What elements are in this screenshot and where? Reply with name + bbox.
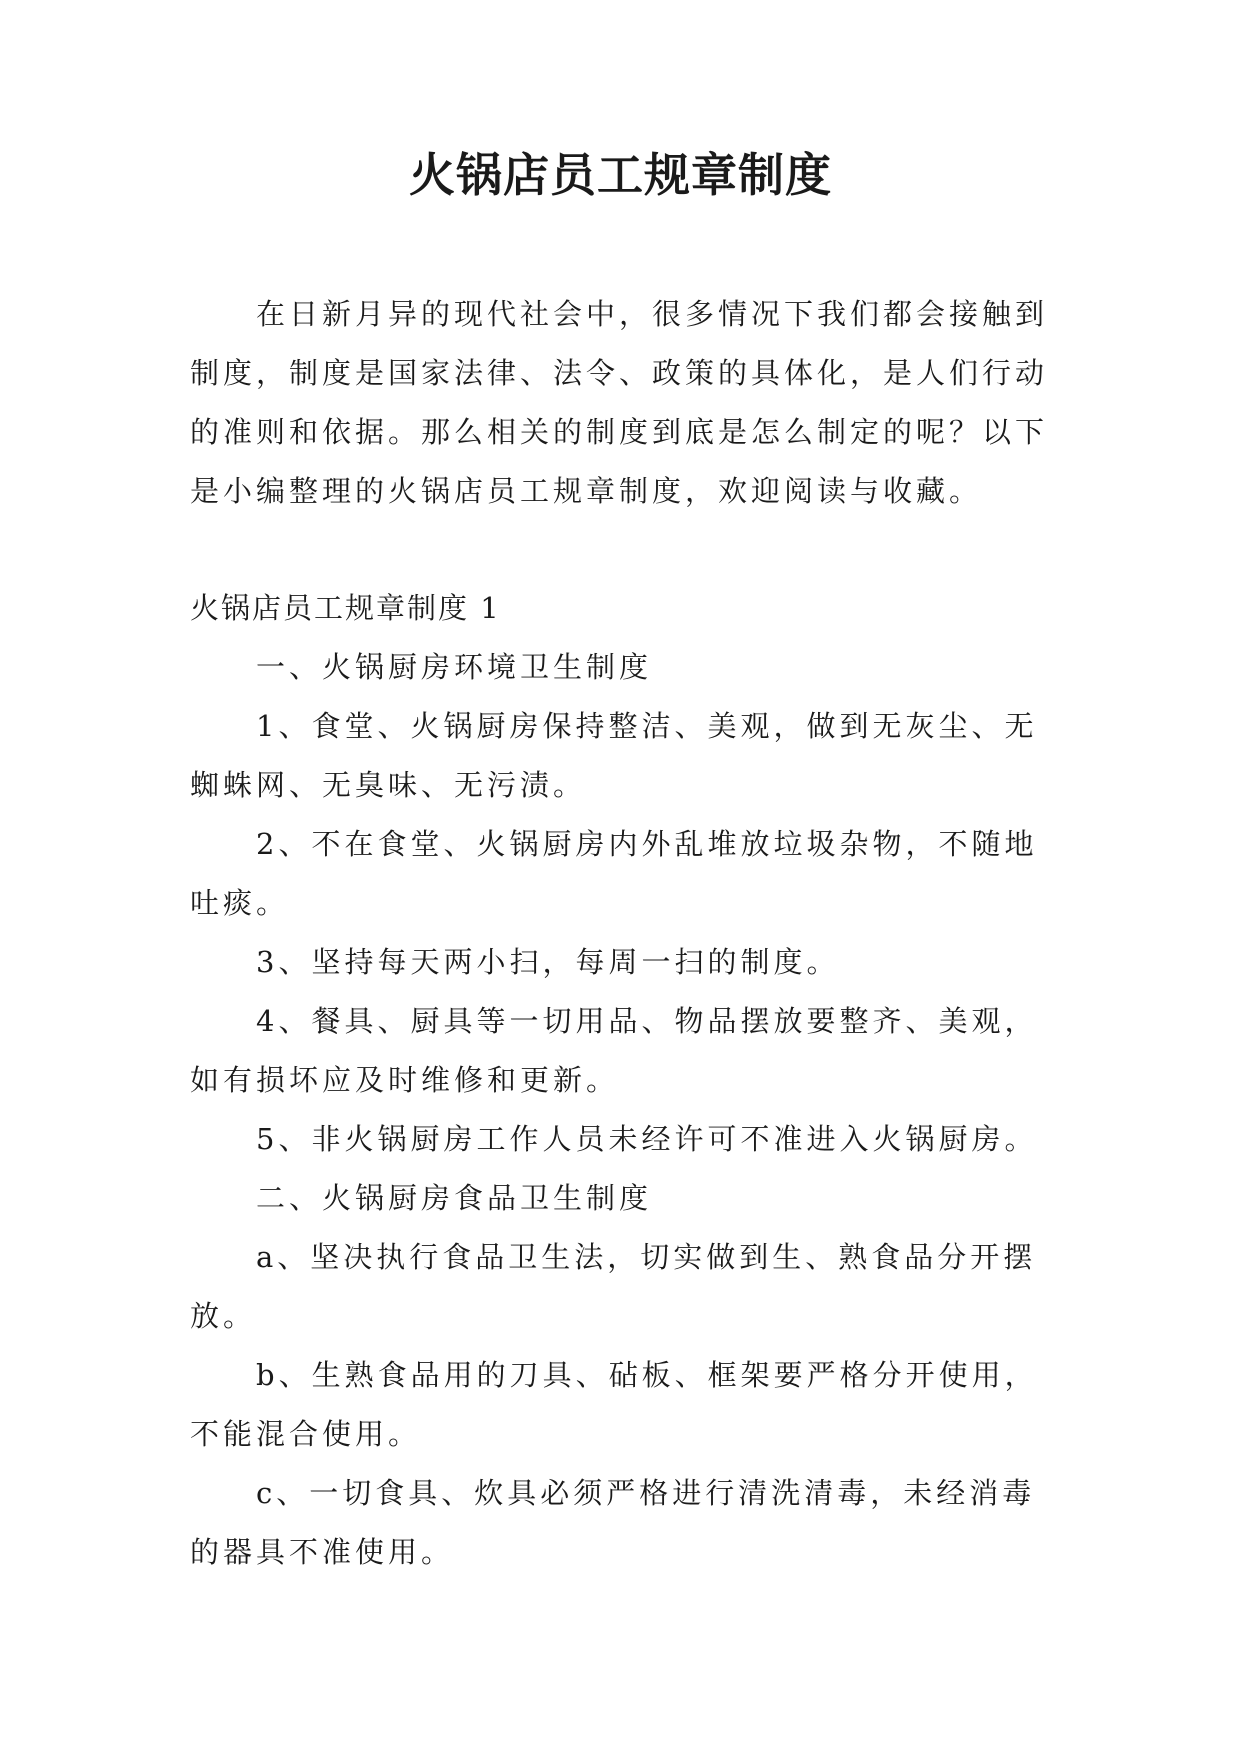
rule-paragraph: 1、食堂、火锅厨房保持整洁、美观，做到无灰尘、无蜘蛛网、无臭味、无污渍。 [190,709,1038,802]
section-heading: 火锅店员工规章制度 1 [190,591,501,625]
subsection-heading: 二、火锅厨房食品卫生制度 [256,1181,653,1215]
intro-paragraph: 在日新月异的现代社会中，很多情况下我们都会接触到制度，制度是国家法律、法令、政策的具体化，是人们行动的准则和依据。那么相关的制度到底是怎么制定的呢？以下是小编整理的火锅店员工规章制度，欢迎阅读与收藏。 [190,297,1049,508]
section-body [190,579,1052,1582]
rule-paragraph: a、坚决执行食品卫生法，切实做到生、熟食品分开摆放。 [190,1240,1037,1333]
rule-paragraph: b、生熟食品用的刀具、砧板、框架要严格分开使用，不能混合使用。 [190,1358,1038,1451]
subsection-heading: 一、火锅厨房环境卫生制度 [256,650,653,684]
rule-paragraph: 5、非火锅厨房工作人员未经许可不准进入火锅厨房。 [256,1122,1038,1156]
document-title: 火锅店员工规章制度 [409,148,832,202]
rule-paragraph: 3、坚持每天两小扫，每周一扫的制度。 [256,945,840,979]
rule-paragraph: c、一切食具、炊具必须严格进行清洗清毒，未经消毒的器具不准使用。 [190,1476,1036,1569]
rule-paragraph: 4、餐具、厨具等一切用品、物品摆放要整齐、美观，如有损坏应及时维修和更新。 [190,1004,1038,1097]
rule-paragraph: 2、不在食堂、火锅厨房内外乱堆放垃圾杂物，不随地吐痰。 [190,827,1038,920]
